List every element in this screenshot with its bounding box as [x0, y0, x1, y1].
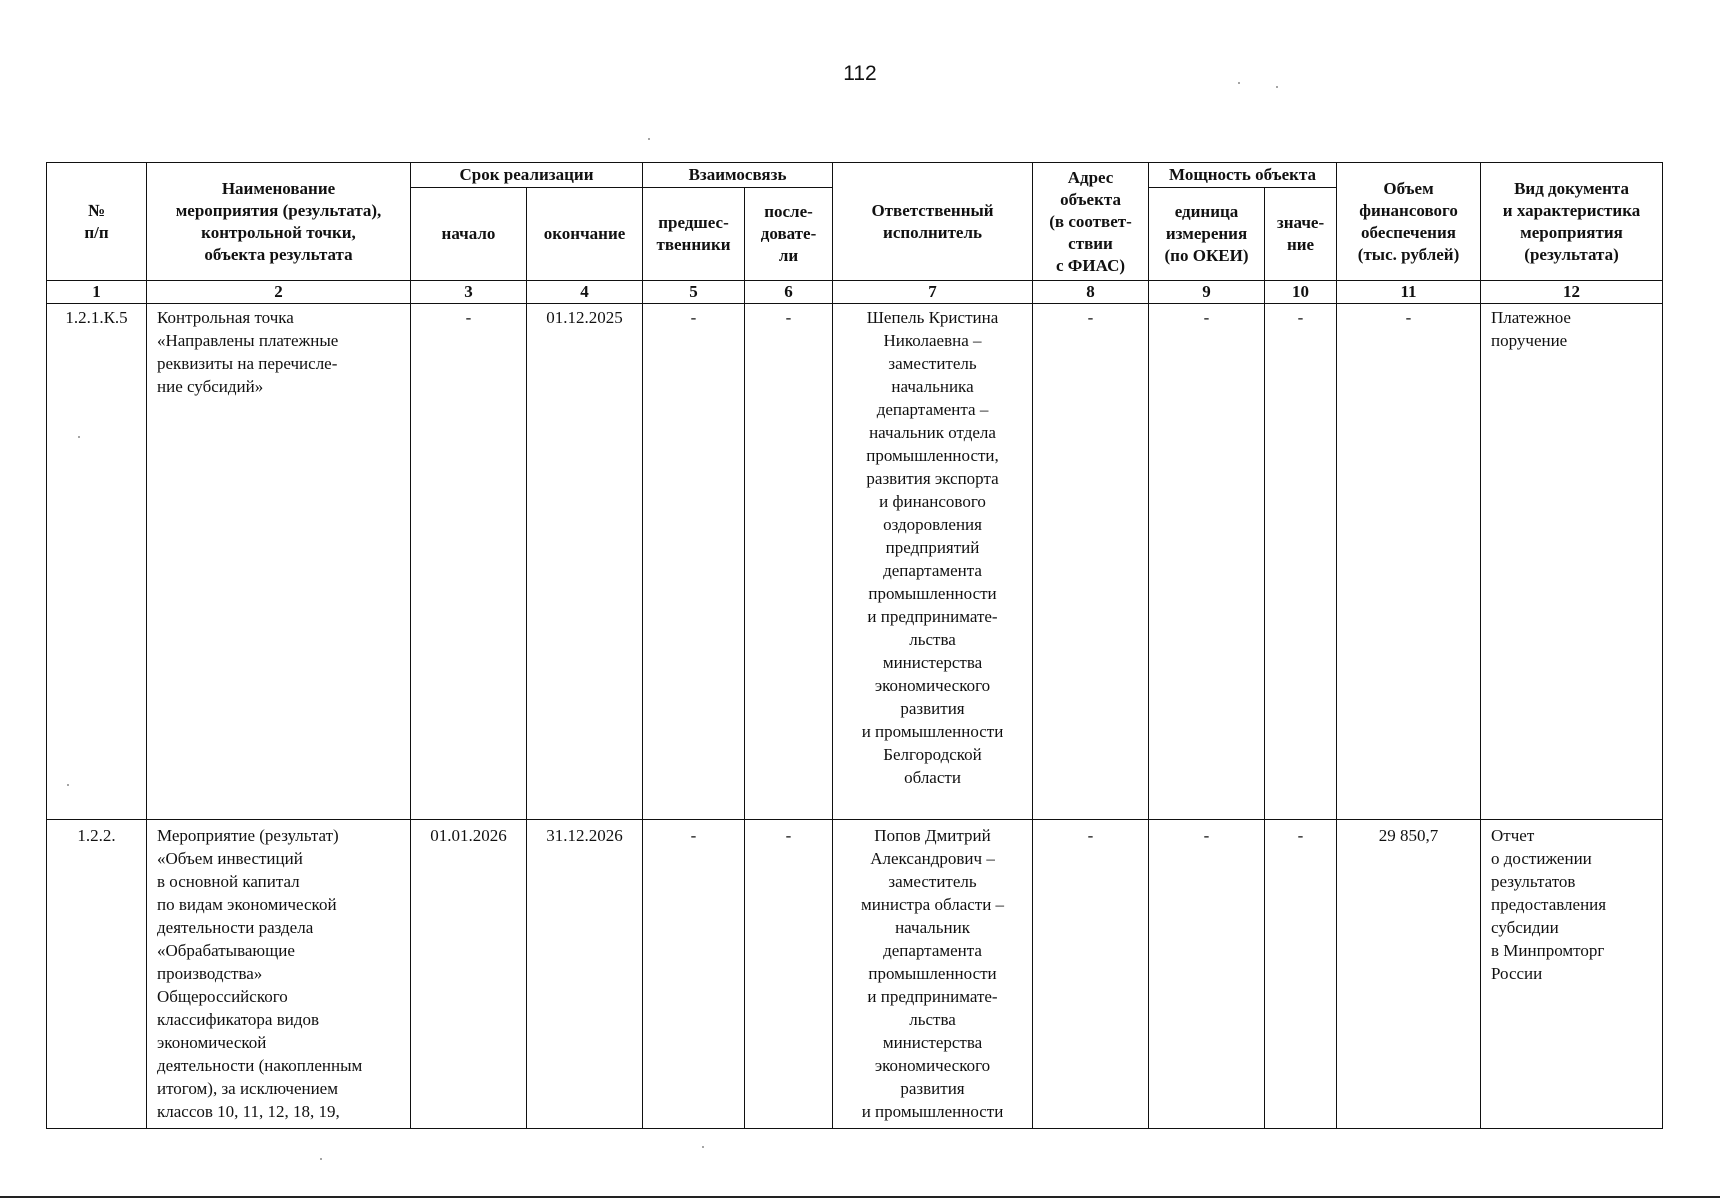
header-address: Адрес объекта (в соответ- ствии с ФИАС) [1033, 163, 1149, 281]
cell-finance: 29 850,7 [1337, 820, 1481, 1129]
table-row [47, 304, 1663, 820]
header-capacity: Мощность объекта [1149, 163, 1337, 188]
column-number: 11 [1337, 281, 1481, 304]
cell-responsible: Попов Дмитрий Александрович – заместитель министра области – начальник департамента промышленности и предпринимате- льства министерства экономического развития и промышленности [833, 820, 1033, 1129]
cell-finance: - [1337, 304, 1481, 820]
column-number: 12 [1481, 281, 1663, 304]
table-row [47, 820, 1663, 1129]
header-finance: Объем финансового обеспечения (тыс. рублей) [1337, 163, 1481, 281]
cell-prev: - [643, 304, 745, 820]
scan-speck [1276, 86, 1278, 88]
header-responsible: Ответственный исполнитель [833, 163, 1033, 281]
cell-address: - [1033, 304, 1149, 820]
cell-value: - [1265, 820, 1337, 1129]
cell-unit: - [1149, 820, 1265, 1129]
column-number: 4 [527, 281, 643, 304]
column-number: 9 [1149, 281, 1265, 304]
scan-speck [320, 1158, 322, 1160]
scan-speck [67, 784, 69, 786]
scan-speck [78, 436, 80, 438]
scan-speck [1238, 82, 1240, 84]
header-name: Наименование мероприятия (результата), контрольной точки, объекта результата [147, 163, 411, 281]
scan-speck [702, 1146, 704, 1148]
cell-end: 01.12.2025 [527, 304, 643, 820]
cell-next: - [745, 820, 833, 1129]
header-capacity-value: значе- ние [1265, 188, 1337, 281]
header-doc: Вид документа и характеристика мероприятия (результата) [1481, 163, 1663, 281]
cell-value: - [1265, 304, 1337, 820]
cell-next: - [745, 304, 833, 820]
header-link-next: после- довате- ли [745, 188, 833, 281]
column-number: 5 [643, 281, 745, 304]
header-term: Срок реализации [411, 163, 643, 188]
cell-no: 1.2.2. [47, 820, 147, 1129]
cell-no: 1.2.1.К.5 [47, 304, 147, 820]
cell-doc: Отчет о достижении результатов предоставления субсидии в Минпромторг России [1481, 820, 1663, 1129]
header-capacity-unit: единица измерения (по ОКЕИ) [1149, 188, 1265, 281]
column-number: 7 [833, 281, 1033, 304]
cell-end: 31.12.2026 [527, 820, 643, 1129]
cell-responsible: Шепель Кристина Николаевна – заместитель начальника департамента – начальник отдела промышленности, развития экспорта и финансового оздоровления предприятий департамента промышленности и предпринимате- льства министерства экономического развития и промышленности Белгородской области [833, 304, 1033, 820]
column-number: 8 [1033, 281, 1149, 304]
column-number: 1 [47, 281, 147, 304]
cell-doc: Платежное поручение [1481, 304, 1663, 820]
header-link-prev: предшес- твенники [643, 188, 745, 281]
header-term-start: начало [411, 188, 527, 281]
cell-start: - [411, 304, 527, 820]
cell-start: 01.01.2026 [411, 820, 527, 1129]
column-number: 6 [745, 281, 833, 304]
page-number: 112 [843, 62, 877, 85]
header-no: № п/п [47, 163, 147, 281]
scan-speck [648, 138, 650, 140]
plan-table [46, 162, 1663, 1129]
column-number: 2 [147, 281, 411, 304]
cell-name: Мероприятие (результат) «Объем инвестиций в основной капитал по видам экономической деятельности раздела «Обрабатывающие производства» Общероссийского классификатора видов экономической деятельности (накопленным итогом), за исключением классов 10, 11, 12, 18, 19, [147, 820, 411, 1129]
cell-prev: - [643, 820, 745, 1129]
cell-address: - [1033, 820, 1149, 1129]
header-term-end: окончание [527, 188, 643, 281]
scan-edge-line [0, 1196, 1720, 1198]
cell-unit: - [1149, 304, 1265, 820]
column-number: 3 [411, 281, 527, 304]
column-number: 10 [1265, 281, 1337, 304]
header-link: Взаимосвязь [643, 163, 833, 188]
cell-name: Контрольная точка «Направлены платежные реквизиты на перечисле- ние субсидий» [147, 304, 411, 820]
